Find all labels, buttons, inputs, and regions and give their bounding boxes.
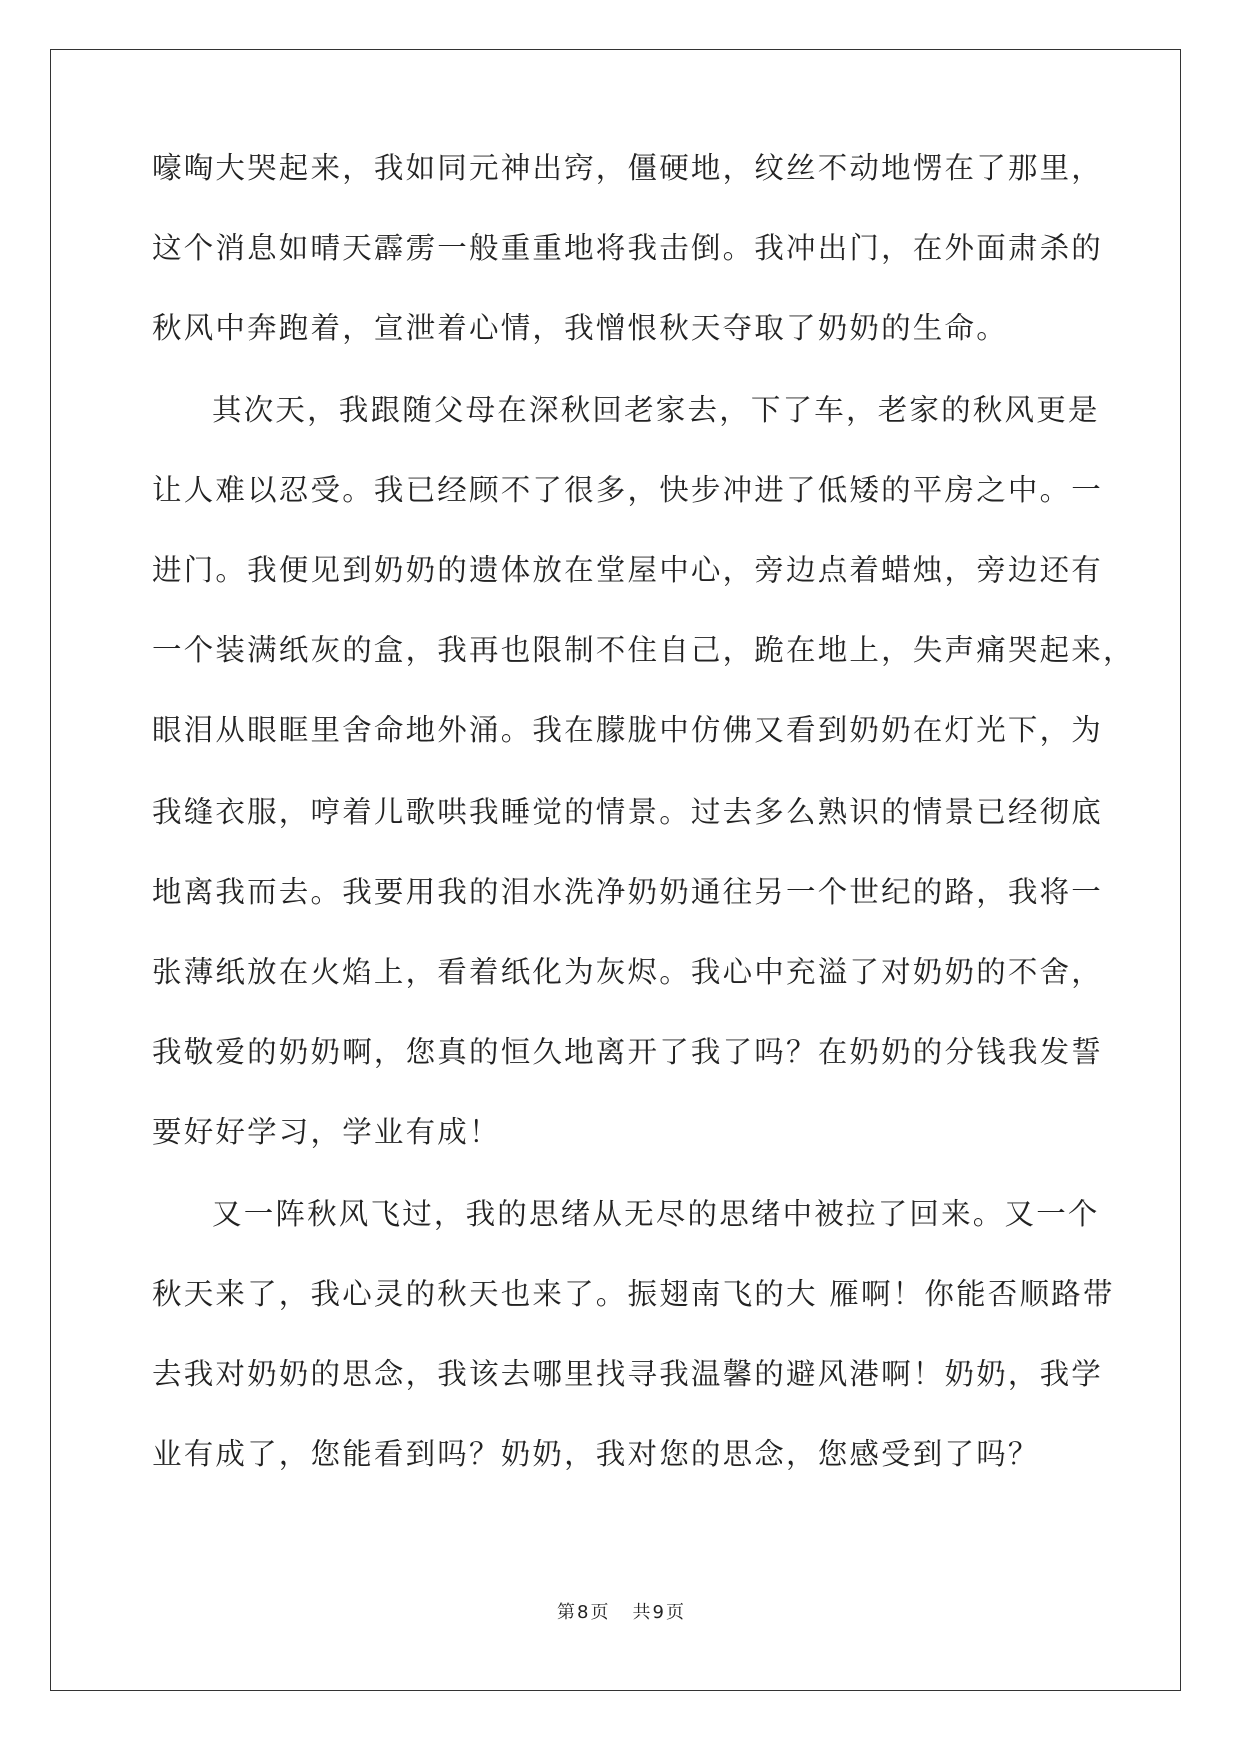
text-line: 进门。我便见到奶奶的遗体放在堂屋中心，旁边点着蜡烛，旁边还有 xyxy=(152,553,1104,587)
text-line: 我敬爱的奶奶啊，您真的恒久地离开了我了吗？在奶奶的分钱我发誓 xyxy=(152,1035,1104,1069)
text-line: 业有成了，您能看到吗？奶奶，我对您的思念，您感受到了吗？ xyxy=(152,1437,1040,1471)
page-number-current: 8 xyxy=(577,1602,589,1623)
page-footer xyxy=(0,1598,1241,1624)
page-number-suffix: 页 xyxy=(590,1602,609,1623)
paragraph-start-line: 其次天，我跟随父母在深秋回老家去，下了车，老家的秋风更是 xyxy=(212,393,1100,427)
text-line: 让人难以忍受。我已经顾不了很多，快步冲进了低矮的平房之中。一 xyxy=(152,473,1104,507)
text-line: 要好好学习，学业有成！ xyxy=(152,1115,501,1149)
text-line: 去我对奶奶的思念，我该去哪里找寻我温馨的避风港啊！奶奶，我学 xyxy=(152,1357,1104,1391)
text-line: 地离我而去。我要用我的泪水洗净奶奶通往另一个世纪的路，我将一 xyxy=(152,875,1104,909)
text-line: 嚎啕大哭起来，我如同元神出窍，僵硬地，纹丝不动地愣在了那里， xyxy=(152,151,1104,185)
text-line: 这个消息如晴天霹雳一般重重地将我击倒。我冲出门，在外面肃杀的 xyxy=(152,231,1104,265)
text-line: 秋天来了，我心灵的秋天也来了。振翅南飞的大 雁啊！你能否顺路带 xyxy=(152,1277,1115,1311)
text-line: 我缝衣服，哼着儿歌哄我睡觉的情景。过去多么熟识的情景已经彻底 xyxy=(152,795,1104,829)
text-line: 一个装满纸灰的盒，我再也限制不住自己，跪在地上，失声痛哭起来， xyxy=(152,633,1135,667)
paragraph-start-line: 又一阵秋风飞过，我的思绪从无尽的思绪中被拉了回来。又一个 xyxy=(212,1197,1100,1231)
page-number-prefix: 第 xyxy=(557,1602,576,1623)
text-line: 张薄纸放在火焰上，看着纸化为灰烬。我心中充溢了对奶奶的不舍， xyxy=(152,955,1104,989)
page-total: 9 xyxy=(652,1602,664,1623)
text-line: 秋风中奔跑着，宣泄着心情，我憎恨秋天夺取了奶奶的生命。 xyxy=(152,311,1008,345)
page-total-prefix: 共 xyxy=(632,1602,651,1623)
text-line: 眼泪从眼眶里舍命地外涌。我在朦胧中仿佛又看到奶奶在灯光下，为 xyxy=(152,713,1104,747)
page-total-suffix: 页 xyxy=(665,1602,684,1623)
